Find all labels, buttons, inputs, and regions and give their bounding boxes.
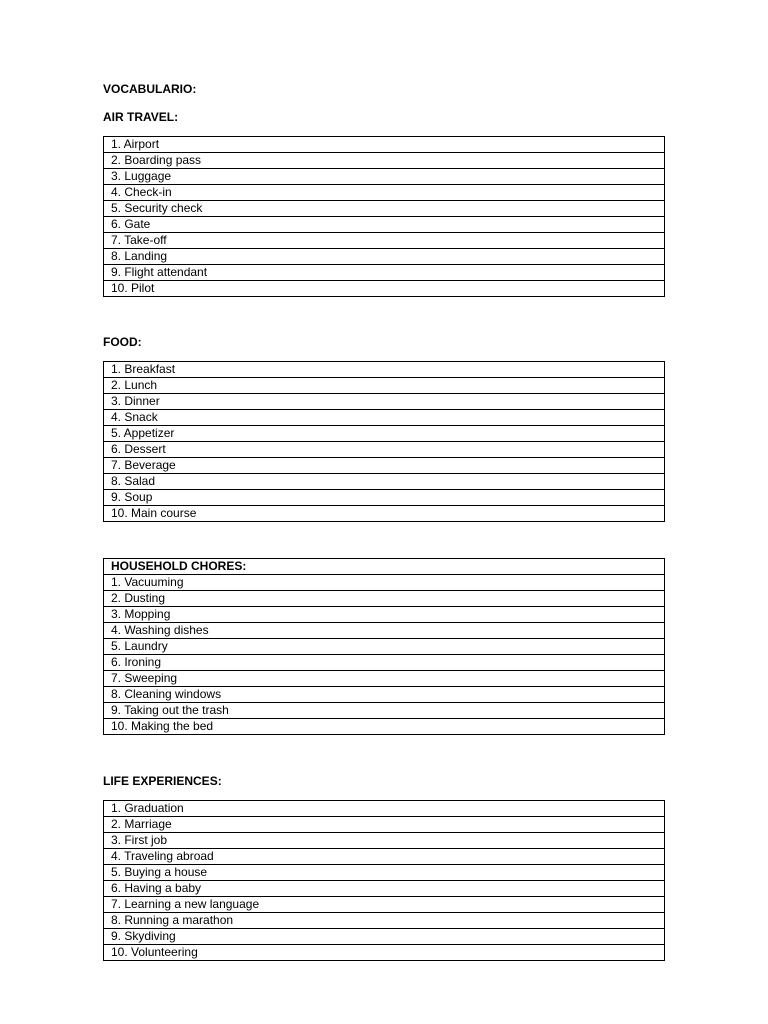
vocabulary-item: 6. Gate bbox=[104, 217, 665, 233]
table-row bbox=[104, 362, 665, 378]
table-row bbox=[104, 719, 665, 735]
vocabulary-item: 8. Salad bbox=[104, 474, 665, 490]
table-row bbox=[104, 426, 665, 442]
table-row bbox=[104, 623, 665, 639]
vocabulary-item: 7. Beverage bbox=[104, 458, 665, 474]
vocabulary-table-food bbox=[103, 361, 665, 522]
table-row bbox=[104, 281, 665, 297]
vocabulary-item: 9. Taking out the trash bbox=[104, 703, 665, 719]
table-row bbox=[104, 929, 665, 945]
vocabulary-item: 1. Airport bbox=[104, 137, 665, 153]
vocabulary-item: 7. Take-off bbox=[104, 233, 665, 249]
table-row bbox=[104, 881, 665, 897]
table-row bbox=[104, 185, 665, 201]
table-row bbox=[104, 817, 665, 833]
vocabulary-item: 10. Volunteering bbox=[104, 945, 665, 961]
vocabulary-item: 4. Snack bbox=[104, 410, 665, 426]
vocabulary-item: 5. Appetizer bbox=[104, 426, 665, 442]
table-row bbox=[104, 137, 665, 153]
vocabulary-item: 3. First job bbox=[104, 833, 665, 849]
vocabulary-item: 6. Dessert bbox=[104, 442, 665, 458]
table-row bbox=[104, 607, 665, 623]
vocabulary-item: 8. Cleaning windows bbox=[104, 687, 665, 703]
vocabulary-item: 4. Check-in bbox=[104, 185, 665, 201]
table-row bbox=[104, 394, 665, 410]
vocabulary-item: 2. Boarding pass bbox=[104, 153, 665, 169]
vocabulary-item: 10. Making the bed bbox=[104, 719, 665, 735]
table-row bbox=[104, 639, 665, 655]
table-row bbox=[104, 490, 665, 506]
table-row bbox=[104, 474, 665, 490]
table-row bbox=[104, 575, 665, 591]
table-row bbox=[104, 913, 665, 929]
vocabulary-item: 4. Traveling abroad bbox=[104, 849, 665, 865]
vocabulary-item: 10. Pilot bbox=[104, 281, 665, 297]
section-heading-air-travel: AIR TRAVEL: bbox=[103, 110, 179, 124]
vocabulary-item: 9. Soup bbox=[104, 490, 665, 506]
vocabulary-table-life-experiences bbox=[103, 800, 665, 961]
vocabulary-item: 5. Buying a house bbox=[104, 865, 665, 881]
section-heading-household-chores: HOUSEHOLD CHORES: bbox=[104, 559, 665, 575]
table-row bbox=[104, 233, 665, 249]
table-header-row bbox=[104, 559, 665, 575]
vocabulary-item: 7. Sweeping bbox=[104, 671, 665, 687]
vocabulary-item: 1. Graduation bbox=[104, 801, 665, 817]
vocabulary-item: 7. Learning a new language bbox=[104, 897, 665, 913]
vocabulary-item: 2. Dusting bbox=[104, 591, 665, 607]
vocabulary-item: 9. Flight attendant bbox=[104, 265, 665, 281]
table-row bbox=[104, 458, 665, 474]
table-row bbox=[104, 249, 665, 265]
vocabulary-item: 3. Dinner bbox=[104, 394, 665, 410]
vocabulary-item: 3. Mopping bbox=[104, 607, 665, 623]
section-heading-food: FOOD: bbox=[103, 335, 142, 349]
vocabulary-item: 5. Laundry bbox=[104, 639, 665, 655]
table-row bbox=[104, 169, 665, 185]
table-row bbox=[104, 506, 665, 522]
vocabulary-table-air-travel bbox=[103, 136, 665, 297]
vocabulary-item: 1. Vacuuming bbox=[104, 575, 665, 591]
vocabulary-item: 3. Luggage bbox=[104, 169, 665, 185]
table-row bbox=[104, 591, 665, 607]
vocabulary-item: 2. Marriage bbox=[104, 817, 665, 833]
vocabulary-item: 8. Landing bbox=[104, 249, 665, 265]
table-row bbox=[104, 671, 665, 687]
vocabulary-item: 6. Ironing bbox=[104, 655, 665, 671]
vocabulary-item: 1. Breakfast bbox=[104, 362, 665, 378]
table-row bbox=[104, 849, 665, 865]
vocabulary-item: 9. Skydiving bbox=[104, 929, 665, 945]
section-heading-life-experiences: LIFE EXPERIENCES: bbox=[103, 774, 222, 788]
table-row bbox=[104, 217, 665, 233]
vocabulary-item: 5. Security check bbox=[104, 201, 665, 217]
table-row bbox=[104, 442, 665, 458]
vocabulary-table-household-chores bbox=[103, 558, 665, 735]
table-row bbox=[104, 897, 665, 913]
table-row bbox=[104, 265, 665, 281]
table-row bbox=[104, 410, 665, 426]
table-row bbox=[104, 378, 665, 394]
table-row bbox=[104, 687, 665, 703]
vocabulary-item: 6. Having a baby bbox=[104, 881, 665, 897]
table-row bbox=[104, 153, 665, 169]
table-row bbox=[104, 945, 665, 961]
document-title: VOCABULARIO: bbox=[103, 82, 197, 96]
table-row bbox=[104, 703, 665, 719]
table-row bbox=[104, 201, 665, 217]
vocabulary-item: 10. Main course bbox=[104, 506, 665, 522]
table-row bbox=[104, 801, 665, 817]
vocabulary-item: 8. Running a marathon bbox=[104, 913, 665, 929]
table-row bbox=[104, 833, 665, 849]
table-row bbox=[104, 865, 665, 881]
vocabulary-item: 2. Lunch bbox=[104, 378, 665, 394]
table-row bbox=[104, 655, 665, 671]
vocabulary-item: 4. Washing dishes bbox=[104, 623, 665, 639]
